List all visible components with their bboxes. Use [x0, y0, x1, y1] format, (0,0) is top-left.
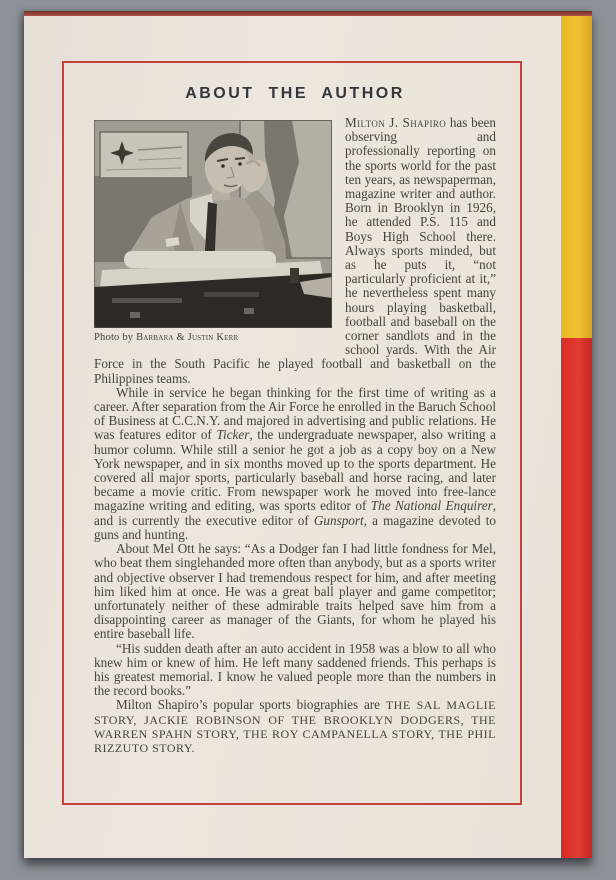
author-photo-illustration: [94, 120, 332, 328]
red-border-frame: [62, 61, 522, 805]
bio-paragraph-4: “His sudden death after an auto accident in 1958 was a blow to all who knew him or knew of him. He left many saddened friends. This perhaps is his greatest memorial. I know he valued people more than the numbers in the record books.”: [94, 640, 496, 699]
wall-map-left-icon: [100, 132, 188, 178]
photo-caption: [94, 332, 332, 343]
gunsport-title: Gunsport: [313, 512, 364, 528]
national-enquirer-title: The National Enquirer: [370, 498, 493, 514]
bio-paragraph-1: Milton J. Shapiro has been observing and professionally reporting on the sports world for the past ten years, as newspaperman, magazine writer and author. Born in Brooklyn in 1926, he attended P.S. 115 and Boys High School there. Always sports minded, but as he puts it, “not particularly proficient at it,” he nevertheless spent many hours playing basketball, football and baseball on the corner sandlots and in the school yards. With the Air Force in the South Pacific he played football and basketball on the Philippines teams.: [94, 115, 496, 386]
page-title: ABOUT THE AUTHOR: [185, 85, 405, 102]
author-name: Milton J. Shapiro: [345, 115, 447, 130]
photo-caption-prefix: Photo by: [94, 332, 134, 343]
author-photo: [94, 120, 332, 343]
bio-paragraph-5: Milton Shapiro’s popular sports biographies are THE SAL MAGLIE STORY, JACKIE ROBINSON OF THE BROOKLYN DODGERS, THE WARREN SPAHN STORY, THE ROY CAMPANELLA STORY, THE PHIL RIZZUTO STORY.: [94, 697, 497, 755]
spine-stripe-red: [561, 338, 592, 858]
bio-paragraph-3: About Mel Ott he says: “As a Dodger fan I had little fondness for Mel, who beat them singlehanded more often than anybody, but as a sports writer and objective observer I had tremendous respect for him, and after meeting him liked him at once. He was a great ball player and game competitor; unfortunately neither of these admirable traits helped save him from a disappointing career as manager of the Giants, for whom he played his entire baseball life.: [94, 541, 496, 642]
book-titles-list: THE SAL MAGLIE STORY, JACKIE ROBINSON OF THE BROOKLYN DODGERS, THE WARREN SPAHN STORY, THE ROY CAMPANELLA STORY, THE PHIL RIZZUTO STORY.: [94, 698, 497, 755]
spine-stripe-yellow: [561, 16, 592, 338]
book-back-cover: [24, 11, 592, 858]
bio-paragraph-2: While in service he began thinking for the first time of writing as a career. After separation from the Air Force he enrolled in the Baruch School of Business at C.C.N.Y. and majored in advertising and public relations. He was features editor of Ticker, the undergraduate newspaper, also writing a humor column. While still a senior he got a job as a copy boy on a New York newspaper, and in six months moved up to the sports department. He covered all major sports, particularly baseball and horse racing, and later became a movie critic. From newspaper work he moved into free-lance magazine writing and editing, was sports editor of The National Enquirer, and is currently the executive editor of Gunsport, a magazine devoted to guns and hunting.: [94, 384, 497, 542]
ticker-title: Ticker: [216, 427, 250, 443]
photo-caption-names: Barbara & Justin Kerr: [136, 332, 239, 343]
jacket-top-edge: [24, 11, 592, 16]
